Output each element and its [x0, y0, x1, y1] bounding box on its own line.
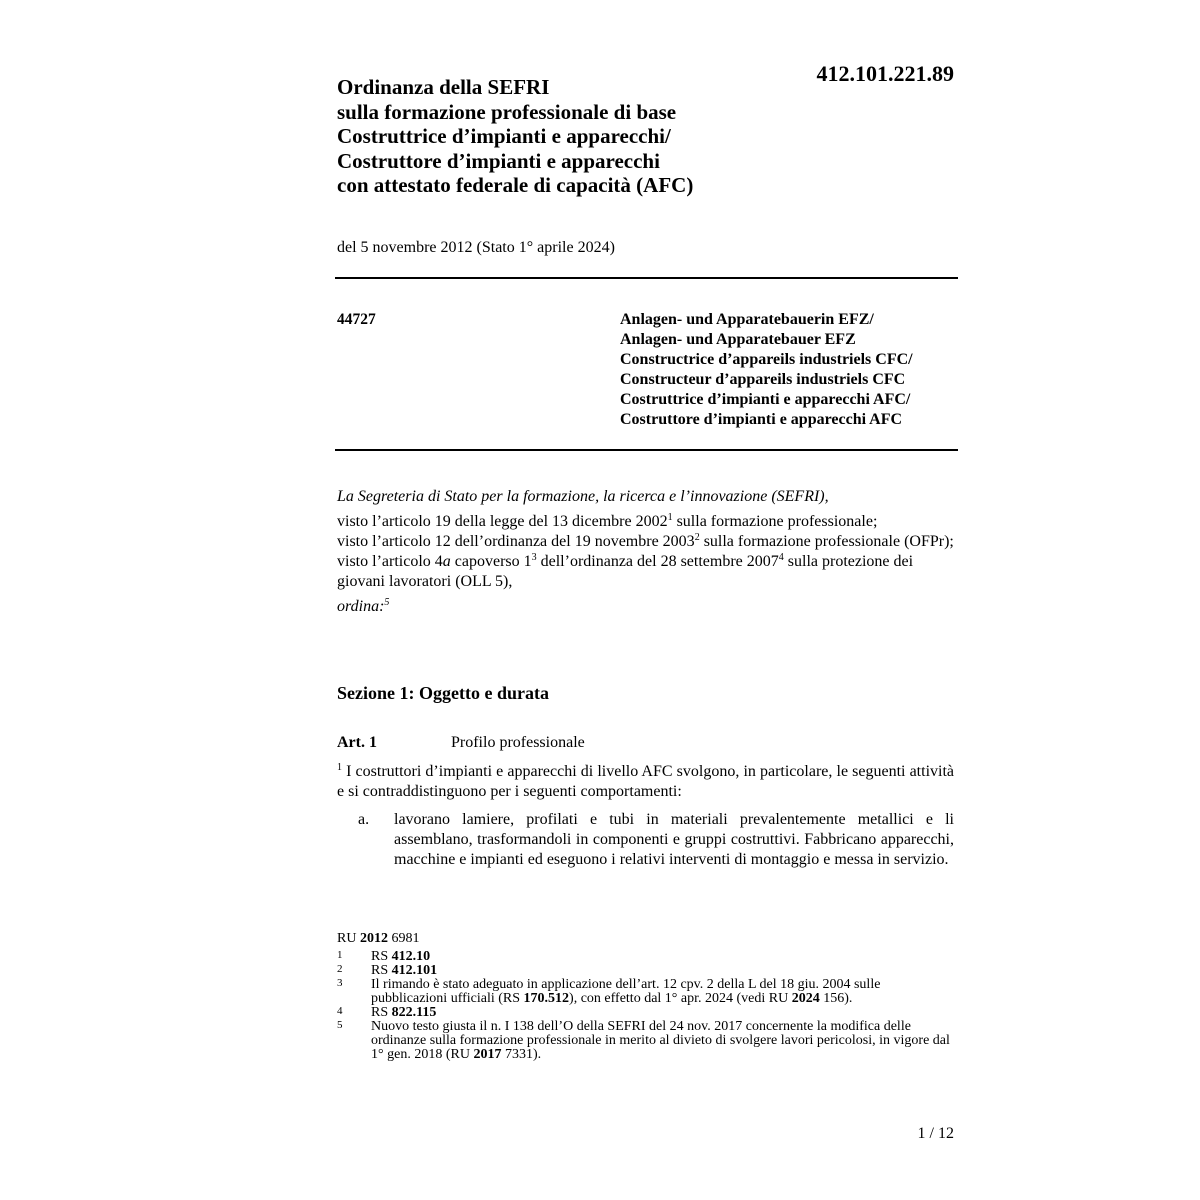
footnote-text: 7331).	[501, 1047, 542, 1062]
footnote-ref[interactable]: 4	[778, 552, 784, 563]
footnote-link[interactable]: 2017	[473, 1047, 502, 1062]
footnote-link[interactable]: 2024	[791, 991, 820, 1006]
profession-names	[620, 310, 960, 430]
footnote-text: Nuovo testo giusta il n. I 138 dell’O della SEFRI del 24 nov. 2017 concernente la modifica delle ordinanze sulla formazione professionale in merito al divieto di svolgere lavori pericolosi, in vigore dal 1° gen. 2018 (RU	[371, 1019, 950, 1062]
footnote-text: Il rimando è stato adeguato in applicazione dell’art. 12 cpv. 2 della L del 18 giu. 2004 sulle pubblicazioni ufficiali (RS	[371, 977, 881, 1006]
footnote-ref[interactable]: 2	[694, 532, 700, 543]
preamble-basis	[337, 512, 962, 592]
footnote	[337, 1020, 954, 1062]
footnote-text: RS	[371, 963, 392, 978]
preamble-intro: La Segreteria di Stato per la formazione, la ricerca e l’innovazione (SEFRI),	[337, 488, 829, 505]
basis-text: dell’ordinanza del 28 settembre 2007	[536, 553, 779, 570]
article-heading	[337, 733, 585, 753]
footnote-ref[interactable]: 1	[667, 512, 673, 523]
profession-name: Constructrice d’appareils industriels CFC/	[620, 351, 913, 368]
title-line: con attestato federale di capacità (AFC)	[337, 173, 694, 197]
section-heading: Sezione 1: Oggetto e durata	[337, 683, 549, 703]
document-title	[337, 75, 797, 198]
footnote-ref[interactable]: 5	[384, 597, 390, 608]
paragraph-text: I costruttori d’impianti e apparecchi di livello AFC svolgono, in particolare, le seguenti attività e si contraddistinguono per i seguenti comportamenti:	[337, 763, 955, 800]
list-item	[337, 810, 954, 870]
footnote-text: RS	[371, 1005, 392, 1020]
footnote-number: 2	[337, 963, 343, 975]
title-line: Costruttrice d’impianti e apparecchi/	[337, 124, 671, 148]
ru-page: 6981	[387, 931, 420, 946]
profession-name: Costruttrice d’impianti e apparecchi AFC/	[620, 391, 911, 408]
footnote	[337, 978, 954, 1006]
paragraph-number: 1	[337, 762, 342, 773]
footnote-link[interactable]: 822.115	[391, 1005, 437, 1020]
title-line: Costruttore d’impianti e apparecchi	[337, 148, 660, 173]
article-number: Art. 1	[337, 734, 377, 751]
footnote-text: ), con effetto dal 1° apr. 2024 (vedi RU	[569, 991, 792, 1006]
top-divider	[335, 277, 958, 279]
list-item-text: lavorano lamiere, profilati e tubi in materiali prevalentemente metallici e li assemblano, trasformandoli in componenti e gruppi costruttivi. Fabbricano apparecchi, macchine e impianti ed eseguono i relativi interventi di montaggio e messa in servizio.	[394, 811, 954, 868]
basis-text: sulla formazione professionale;	[672, 513, 878, 530]
document-date: del 5 novembre 2012 (Stato 1° aprile 2024)	[337, 239, 615, 256]
ordina-text: ordina:	[337, 598, 385, 615]
basis-text: a	[442, 553, 451, 570]
footnote-text: 156).	[819, 991, 853, 1006]
sr-number: 412.101.221.89	[816, 61, 954, 86]
footnote-link[interactable]: 412.10	[391, 949, 431, 964]
footnote	[337, 964, 954, 978]
footnote-link[interactable]: 412.101	[391, 963, 438, 978]
footnote-ref[interactable]: 3	[531, 552, 537, 563]
basis-text: capoverso 1	[450, 553, 532, 570]
footnote-number: 3	[337, 977, 343, 989]
preamble	[337, 487, 962, 617]
title-line: sulla formazione professionale di base	[337, 99, 677, 124]
basis-text: visto l’articolo 4	[337, 553, 443, 570]
basis-text: sulla formazione professionale (OFPr);	[699, 533, 954, 550]
list-item-letter: a.	[358, 811, 370, 828]
title-line: Ordinanza della SEFRI	[337, 75, 550, 99]
footnote-link[interactable]: 170.512	[523, 991, 570, 1006]
footnote-number: 1	[337, 949, 343, 961]
profession-name: Costruttore d’impianti e apparecchi AFC	[620, 411, 903, 428]
profession-name: Constructeur d’appareils industriels CFC	[620, 371, 906, 388]
basis-text: visto l’articolo 12 dell’ordinanza del 19 novembre 2003	[337, 533, 695, 550]
footnotes	[337, 932, 954, 1062]
basis-text: visto l’articolo 19 della legge del 13 dicembre 2002	[337, 513, 668, 530]
ru-text: RU	[337, 931, 360, 946]
footnote	[337, 1006, 954, 1020]
footnote-number: 4	[337, 1005, 343, 1017]
basis-text: sulla protezione dei giovani lavoratori (OLL 5),	[337, 553, 914, 590]
bottom-divider	[335, 449, 958, 451]
ru-year: 2012	[359, 931, 388, 946]
preamble-ordina	[337, 597, 962, 617]
profession-code: 44727	[337, 311, 376, 328]
ru-reference	[337, 932, 954, 946]
footnote	[337, 950, 954, 964]
footnote-text: RS	[371, 949, 392, 964]
profession-name: Anlagen- und Apparatebauer EFZ	[620, 331, 856, 348]
article-paragraph	[337, 762, 954, 802]
profession-name: Anlagen- und Apparatebauerin EFZ/	[620, 311, 874, 328]
article-title: Profilo professionale	[451, 734, 585, 751]
footnote-number: 5	[337, 1019, 343, 1031]
page-number: 1 / 12	[917, 1125, 954, 1142]
